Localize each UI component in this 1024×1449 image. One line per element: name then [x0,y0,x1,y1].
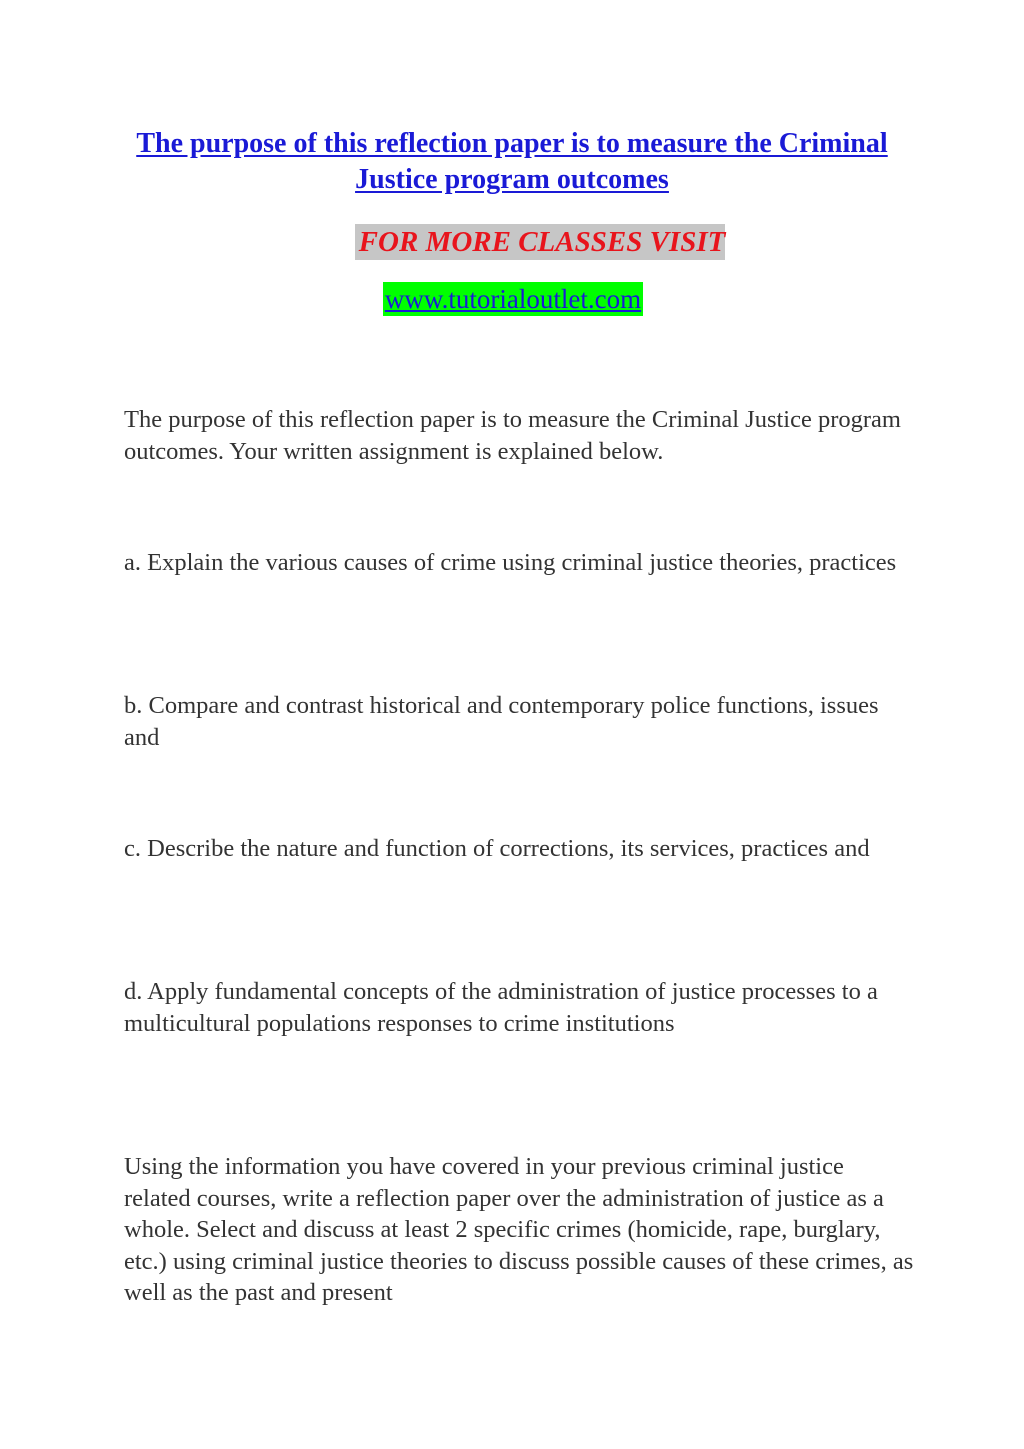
intro-paragraph: The purpose of this reflection paper is to measure the Criminal Justice program outcomes. Your written assignment is explained below. [124,406,901,465]
website-link[interactable]: www.tutorialoutlet.com [384,284,642,314]
website-link-row [0,282,1024,316]
outcome-item-a: a. Explain the various causes of crime using criminal justice theories, practices [124,549,897,576]
outcome-item-c: c. Describe the nature and function of corrections, its services, practices and [124,835,870,862]
assignment-paragraph: Using the information you have covered in your previous criminal justice related courses, write a reflection paper over the administration of justice as a whole. Select and discuss at least 2 specific crimes (homicide, rape, burglary, etc.) using criminal justice theories to discuss possible causes of these crimes, as well as the past and present [124,1153,914,1306]
outcome-item-b: b. Compare and contrast historical and contemporary police functions, issues and [124,692,879,751]
promo-banner: FOR MORE CLASSES VISIT [355,224,726,260]
outcome-item-d: d. Apply fundamental concepts of the administration of justice processes to a multicultural populations responses to crime institutions [124,978,878,1037]
banner-row [0,224,1024,260]
document-title-link[interactable] [124,126,900,198]
title-text[interactable]: The purpose of this reflection paper is to measure the Criminal Justice program outcomes [136,128,888,195]
